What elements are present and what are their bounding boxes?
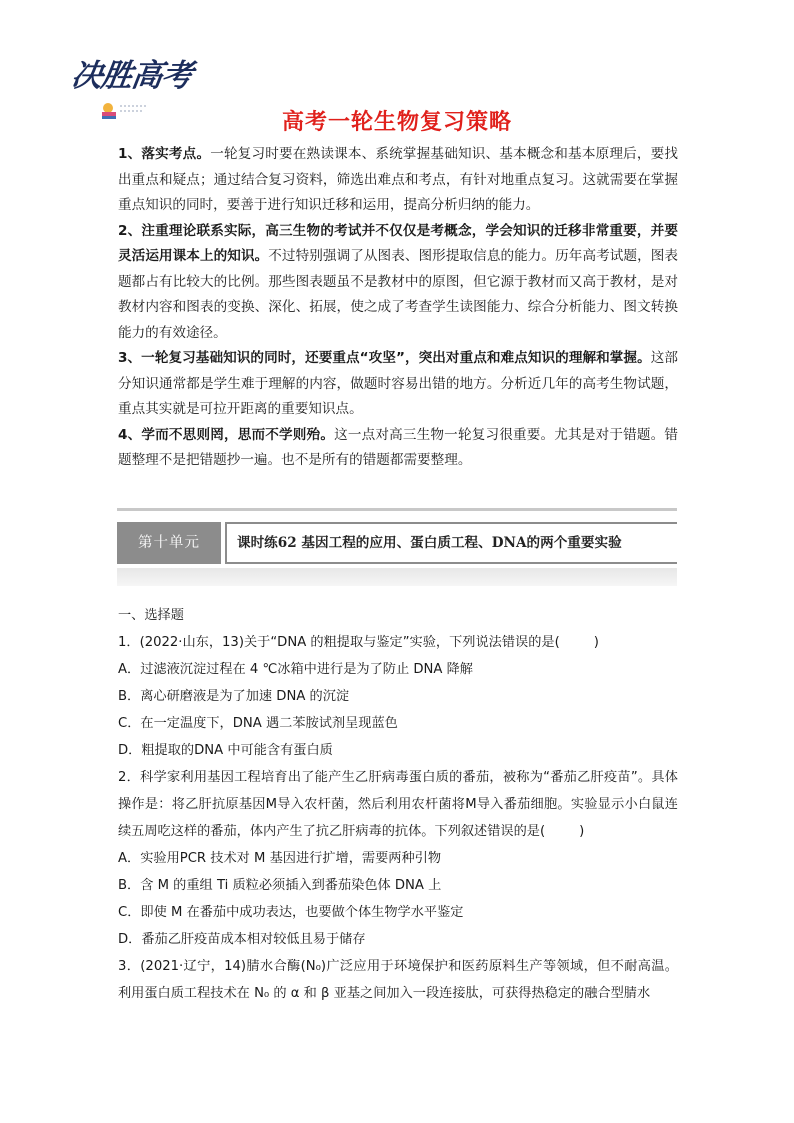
lesson-title: 课时练62 基因工程的应用、蛋白质工程、DNA的两个重要实验 — [225, 522, 677, 564]
question-1-text: 1．(2022·山东，13)关于“DNA 的粗提取与鉴定”实验，下列说法错误的是( — [118, 635, 560, 650]
intro-heading-4: 4、学而不思则罔，思而不学则殆。 — [118, 426, 335, 443]
question-1-option-c: C．在一定温度下，DNA 遇二苯胺试剂呈现蓝色 — [118, 716, 398, 731]
intro-heading-2: 2、注重理论联系实际，高三生物的考试并不仅仅是考概念，学会知识的迁移非常重要，并要灵活运用课本上的知识。 — [118, 222, 678, 264]
intro-text-4: 这一点对高三生物一轮复习很重要。尤其是对于错题。错题整理不是把错题抄一遍。也不是所有的错题都需要整理。 — [118, 426, 678, 468]
intro-heading-3: 3、一轮复习基础知识的同时，还要重点“攻坚”，突出对重点和难点知识的理解和掌握。 — [118, 350, 651, 366]
page-title: 高考一轮生物复习策略 — [281, 110, 512, 135]
unit-label: 第十单元 — [117, 522, 221, 564]
intro-section — [118, 142, 678, 474]
intro-paragraph-2 — [118, 219, 678, 347]
question-1-stem — [118, 629, 678, 656]
question-2-option-a: A．实验用PCR 技术对 M 基因进行扩增，需要两种引物 — [118, 851, 442, 866]
intro-text-2: 不过特别强调了从图表、图形提取信息的能力。历年高考试题，图表题都占有比较大的比例。那些图表题虽不是教材中的原图，但它源于教材而又高于教材，是对教材内容和图表的变换、深化、拓展，使之成了考查学生读图能力、综合分析能力、图文转换能力的有效途径。 — [118, 248, 679, 341]
banner-shadow — [117, 568, 677, 586]
question-2-option-b: B．含 M 的重组 Ti 质粒必须插入到番茄染色体 DNA 上 — [118, 878, 442, 893]
question-1-option-a: A．过滤液沉淀过程在 4 ℃冰箱中进行是为了防止 DNA 降解 — [118, 662, 473, 677]
intro-paragraph-3 — [118, 346, 678, 423]
question-1-option-d: D．粗提取的DNA 中可能含有蛋白质 — [118, 743, 333, 758]
question-2-stem — [118, 764, 678, 845]
question-2-option-c: C．即使 M 在番茄中成功表达，也要做个体生物学水平鉴定 — [118, 905, 464, 920]
intro-text-3: 这部分知识通常都是学生难于理解的内容，做题时容易出错的地方。分析近几年的高考生物试题，重点其实就是可拉开距离的重要知识点。 — [118, 350, 678, 417]
question-3-stem: 3．(2021·辽宁，14)腈水合酶(N₀)广泛应用于环境保护和医药原料生产等领域，但不耐高温。利用蛋白质工程技术在 N₀ 的 α 和 β 亚基之间加入一段连接肽，可获得热稳定的融合型腈水 — [118, 959, 678, 1001]
question-1-option-b: B．离心研磨液是为了加速 DNA 的沉淀 — [118, 689, 350, 704]
unit-banner — [117, 508, 677, 586]
logo-text: 决胜高考 — [68, 58, 195, 94]
banner-rule — [117, 508, 677, 511]
question-2-close: ) — [579, 824, 585, 839]
intro-heading-1: 1、落实考点。 — [118, 146, 211, 162]
intro-paragraph-1 — [118, 142, 678, 219]
question-2-text: 2．科学家利用基因工程培育出了能产生乙肝病毒蛋白质的番茄，被称为“番茄乙肝疫苗”。具体操作是：将乙肝抗原基因M导入农杆菌，然后利用农杆菌将M导入番茄细胞。实验显示小白鼠连续五周吃这样的番茄，体内产生了抗乙肝病毒的抗体。下列叙述错误的是( — [118, 770, 678, 839]
section-heading: 一、选择题 — [118, 608, 184, 623]
question-2-option-d: D．番茄乙肝疫苗成本相对较低且易于储存 — [118, 932, 366, 947]
intro-text-1: 一轮复习时要在熟读课本、系统掌握基础知识、基本概念和基本原理后，要找出重点和疑点；通过结合复习资料，筛选出难点和考点，有针对地重点复习。这就需要在掌握重点知识的同时，要善于进行知识迁移和运用，提高分析归纳的能力。 — [118, 146, 678, 213]
intro-paragraph-4 — [118, 423, 678, 474]
questions-section — [118, 602, 678, 1007]
question-1-close: ) — [593, 635, 599, 650]
